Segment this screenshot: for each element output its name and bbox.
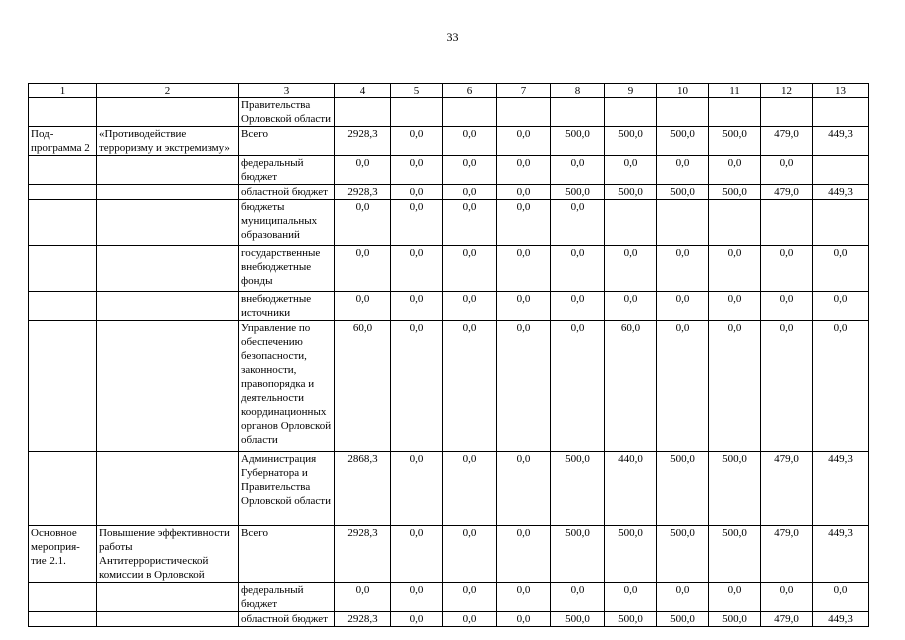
value-cell: 0,0 <box>813 321 869 452</box>
value-cell <box>551 98 605 127</box>
value-cell: 500,0 <box>709 127 761 156</box>
value-cell: 2928,3 <box>335 185 391 200</box>
value-cell: 0,0 <box>497 292 551 321</box>
text-cell: государственные внебюджетные фонды <box>239 246 335 292</box>
value-cell: 60,0 <box>335 321 391 452</box>
value-cell <box>391 98 443 127</box>
value-cell: 0,0 <box>391 612 443 627</box>
value-cell: 0,0 <box>551 321 605 452</box>
value-cell: 500,0 <box>551 526 605 583</box>
value-cell: 0,0 <box>335 246 391 292</box>
value-cell: 0,0 <box>551 200 605 246</box>
value-cell: 0,0 <box>709 292 761 321</box>
text-cell: Всего <box>239 526 335 583</box>
value-cell: 2928,3 <box>335 526 391 583</box>
value-cell: 0,0 <box>391 583 443 612</box>
text-cell <box>97 98 239 127</box>
text-cell: Управление по обеспечению безопасности, законности, правопорядка и деятельности координационных органов Орловской области <box>239 321 335 452</box>
text-cell <box>29 200 97 246</box>
value-cell: 0,0 <box>497 452 551 526</box>
value-cell: 0,0 <box>813 246 869 292</box>
value-cell: 0,0 <box>443 452 497 526</box>
table-row <box>29 452 869 526</box>
value-cell: 0,0 <box>391 156 443 185</box>
table-row <box>29 526 869 583</box>
value-cell: 0,0 <box>443 292 497 321</box>
header-cell: 2 <box>97 84 239 98</box>
value-cell <box>813 200 869 246</box>
value-cell: 440,0 <box>605 452 657 526</box>
value-cell: 0,0 <box>761 583 813 612</box>
value-cell: 500,0 <box>551 127 605 156</box>
text-cell: Правительства Орловской области <box>239 98 335 127</box>
value-cell: 2868,3 <box>335 452 391 526</box>
text-cell <box>29 452 97 526</box>
value-cell: 0,0 <box>605 292 657 321</box>
value-cell: 60,0 <box>605 321 657 452</box>
value-cell: 0,0 <box>657 321 709 452</box>
value-cell: 0,0 <box>709 321 761 452</box>
value-cell: 0,0 <box>497 612 551 627</box>
value-cell: 500,0 <box>657 612 709 627</box>
value-cell: 500,0 <box>657 526 709 583</box>
value-cell: 0,0 <box>391 127 443 156</box>
value-cell: 0,0 <box>551 292 605 321</box>
value-cell: 500,0 <box>657 185 709 200</box>
page-number: 33 <box>446 30 459 44</box>
value-cell: 500,0 <box>605 185 657 200</box>
text-cell <box>97 612 239 627</box>
value-cell: 0,0 <box>761 156 813 185</box>
value-cell: 0,0 <box>391 526 443 583</box>
value-cell: 500,0 <box>551 452 605 526</box>
value-cell <box>709 200 761 246</box>
header-cell: 6 <box>443 84 497 98</box>
value-cell <box>709 98 761 127</box>
value-cell: 0,0 <box>497 185 551 200</box>
value-cell: 0,0 <box>657 156 709 185</box>
value-cell: 0,0 <box>657 246 709 292</box>
value-cell: 0,0 <box>443 583 497 612</box>
value-cell: 0,0 <box>391 292 443 321</box>
value-cell: 479,0 <box>761 612 813 627</box>
header-cell: 12 <box>761 84 813 98</box>
value-cell <box>605 98 657 127</box>
value-cell: 500,0 <box>551 612 605 627</box>
value-cell <box>335 98 391 127</box>
text-cell: областной бюджет <box>239 185 335 200</box>
text-cell: Основное мероприя-тие 2.1. <box>29 526 97 583</box>
text-cell: федеральный бюджет <box>239 583 335 612</box>
value-cell: 0,0 <box>761 246 813 292</box>
value-cell: 0,0 <box>443 200 497 246</box>
header-cell: 7 <box>497 84 551 98</box>
header-cell: 8 <box>551 84 605 98</box>
text-cell <box>29 185 97 200</box>
table-row <box>29 246 869 292</box>
value-cell: 449,3 <box>813 612 869 627</box>
value-cell <box>497 98 551 127</box>
value-cell: 0,0 <box>813 292 869 321</box>
text-cell <box>97 292 239 321</box>
value-cell: 0,0 <box>657 292 709 321</box>
text-cell <box>29 156 97 185</box>
value-cell: 0,0 <box>335 583 391 612</box>
header-cell: 13 <box>813 84 869 98</box>
value-cell: 0,0 <box>391 185 443 200</box>
value-cell <box>761 200 813 246</box>
value-cell: 0,0 <box>391 321 443 452</box>
table-row <box>29 156 869 185</box>
text-cell <box>29 292 97 321</box>
value-cell: 0,0 <box>335 200 391 246</box>
value-cell: 0,0 <box>709 246 761 292</box>
value-cell: 2928,3 <box>335 612 391 627</box>
value-cell: 500,0 <box>709 612 761 627</box>
value-cell: 0,0 <box>813 583 869 612</box>
value-cell: 0,0 <box>709 583 761 612</box>
value-cell: 449,3 <box>813 127 869 156</box>
value-cell: 0,0 <box>391 452 443 526</box>
value-cell: 0,0 <box>761 321 813 452</box>
value-cell: 479,0 <box>761 526 813 583</box>
text-cell: бюджеты муниципальных образований <box>239 200 335 246</box>
header-cell: 11 <box>709 84 761 98</box>
value-cell <box>813 156 869 185</box>
value-cell: 0,0 <box>497 583 551 612</box>
text-cell <box>97 452 239 526</box>
value-cell: 0,0 <box>497 200 551 246</box>
table-row <box>29 292 869 321</box>
value-cell: 0,0 <box>443 246 497 292</box>
value-cell: 479,0 <box>761 185 813 200</box>
text-cell: «Противодействие терроризму и экстремизму» <box>97 127 239 156</box>
text-cell <box>97 321 239 452</box>
text-cell <box>97 246 239 292</box>
value-cell: 0,0 <box>497 127 551 156</box>
value-cell: 0,0 <box>443 156 497 185</box>
text-cell <box>97 185 239 200</box>
value-cell: 500,0 <box>605 612 657 627</box>
value-cell: 449,3 <box>813 452 869 526</box>
value-cell: 449,3 <box>813 185 869 200</box>
table-row <box>29 612 869 627</box>
value-cell <box>761 98 813 127</box>
value-cell: 0,0 <box>497 156 551 185</box>
value-cell: 0,0 <box>443 612 497 627</box>
value-cell <box>443 98 497 127</box>
header-cell: 3 <box>239 84 335 98</box>
value-cell: 500,0 <box>709 185 761 200</box>
value-cell: 0,0 <box>443 526 497 583</box>
text-cell <box>97 583 239 612</box>
value-cell: 500,0 <box>709 452 761 526</box>
text-cell <box>97 200 239 246</box>
value-cell: 479,0 <box>761 127 813 156</box>
value-cell: 479,0 <box>761 452 813 526</box>
value-cell: 0,0 <box>443 127 497 156</box>
value-cell: 500,0 <box>551 185 605 200</box>
header-cell: 10 <box>657 84 709 98</box>
value-cell: 0,0 <box>391 200 443 246</box>
value-cell: 0,0 <box>497 321 551 452</box>
table-row <box>29 583 869 612</box>
value-cell: 0,0 <box>657 583 709 612</box>
value-cell: 0,0 <box>497 526 551 583</box>
value-cell: 0,0 <box>761 292 813 321</box>
value-cell: 0,0 <box>443 185 497 200</box>
table-row <box>29 185 869 200</box>
value-cell: 0,0 <box>551 246 605 292</box>
value-cell: 500,0 <box>709 526 761 583</box>
text-cell: внебюджетные источники <box>239 292 335 321</box>
text-cell <box>97 156 239 185</box>
text-cell: Администрация Губернатора и Правительства Орловской области <box>239 452 335 526</box>
value-cell: 500,0 <box>657 452 709 526</box>
text-cell: федеральный бюджет <box>239 156 335 185</box>
value-cell: 500,0 <box>605 526 657 583</box>
value-cell: 0,0 <box>605 583 657 612</box>
header-cell: 4 <box>335 84 391 98</box>
value-cell: 0,0 <box>497 246 551 292</box>
text-cell: областной бюджет <box>239 612 335 627</box>
value-cell: 500,0 <box>605 127 657 156</box>
value-cell: 0,0 <box>551 156 605 185</box>
table-row <box>29 127 869 156</box>
text-cell <box>29 321 97 452</box>
table-row <box>29 98 869 127</box>
value-cell: 449,3 <box>813 526 869 583</box>
value-cell <box>605 200 657 246</box>
budget-table <box>28 83 869 627</box>
text-cell <box>29 583 97 612</box>
text-cell: Всего <box>239 127 335 156</box>
value-cell: 0,0 <box>443 321 497 452</box>
table-row <box>29 321 869 452</box>
value-cell: 0,0 <box>605 156 657 185</box>
value-cell <box>657 200 709 246</box>
value-cell: 0,0 <box>551 583 605 612</box>
value-cell: 2928,3 <box>335 127 391 156</box>
value-cell: 0,0 <box>391 246 443 292</box>
value-cell <box>657 98 709 127</box>
text-cell: Под-программа 2 <box>29 127 97 156</box>
value-cell: 0,0 <box>335 156 391 185</box>
value-cell: 500,0 <box>657 127 709 156</box>
value-cell: 0,0 <box>709 156 761 185</box>
value-cell: 0,0 <box>605 246 657 292</box>
text-cell <box>29 612 97 627</box>
value-cell: 0,0 <box>335 292 391 321</box>
header-cell: 1 <box>29 84 97 98</box>
table-row <box>29 200 869 246</box>
header-cell: 9 <box>605 84 657 98</box>
text-cell <box>29 98 97 127</box>
text-cell <box>29 246 97 292</box>
header-row <box>29 84 869 98</box>
value-cell <box>813 98 869 127</box>
header-cell: 5 <box>391 84 443 98</box>
text-cell: Повышение эффективности работы Антитеррористической комиссии в Орловской <box>97 526 239 583</box>
